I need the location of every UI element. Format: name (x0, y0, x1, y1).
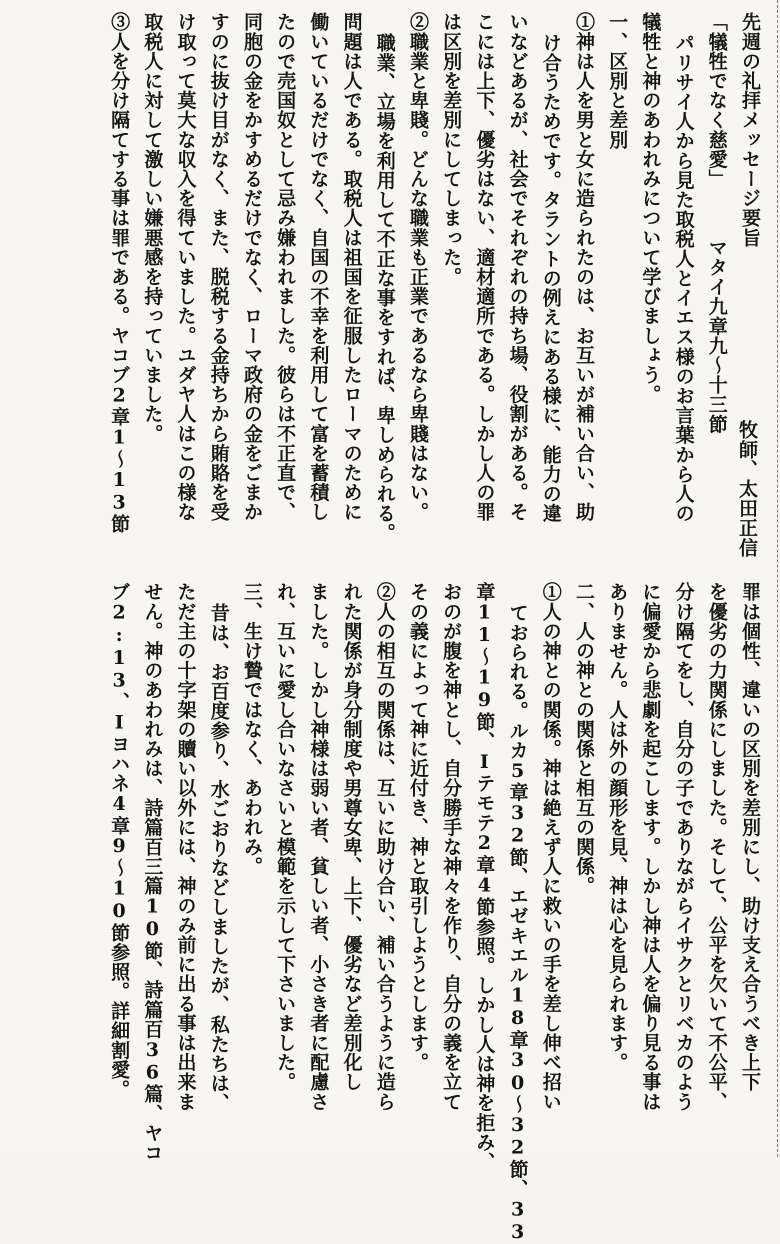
text-column: その義によって神に近付き、神と取引しようとします。 (406, 582, 429, 1072)
text-column: ておられる。ルカ5章32節、エゼキエル18章30～32節、33 (506, 602, 529, 1244)
text-column: パリサイ人から見た取税人とイエス様のお言葉から人の (672, 32, 695, 523)
upper-text-block (6, 12, 766, 572)
text-column: 問題は人である。取税人は祖国を征服したローマのために (340, 12, 363, 522)
text-column: ③人を分け隔てする事は罪である。ヤコブ2章1～13節 (108, 12, 131, 534)
text-column: ①人の神との関係。神は絶えず人に救いの手を差し伸べ招い (539, 582, 562, 1112)
text-column: 同胞の金をかすめるだけでなく、ローマ政府の金をごまか (240, 12, 263, 522)
text-column: 取税人に対して激しい嫌悪感を持っていました。 (141, 12, 164, 444)
text-column: 働いているだけでなく、自国の不幸を利用して富を蓄積し (307, 12, 330, 522)
text-column: 先週の礼拝メッセージ要旨 (739, 12, 761, 248)
text-column: ①神は人を男と女に造られたのは、お互いが補い合い、助 (572, 12, 595, 522)
text-column: ありません。人は外の顔形を見、神は心を見られます。 (606, 582, 629, 1072)
text-column: 昔は、お百度参り、水ごおりなどしましたが、私たちは、 (207, 602, 230, 1113)
text-column: たので売国奴として忌み嫌われました。彼らは不正直で、 (274, 12, 297, 522)
text-column: け取って莫大な収入を得ていました。ユダヤ人はこの様な (174, 12, 197, 522)
text-column: に偏愛から悲劇を起こします。しかし神は人を偏り見る事は (639, 582, 662, 1112)
text-column: 職業、立場を利用して不正な事をすれば、卑しめられる。 (373, 32, 396, 543)
text-column: れた関係が身分制度や男尊女卑、上下、優劣など差別化し (340, 582, 363, 1092)
section-heading: 二、人の神との関係と相互の関係。 (572, 582, 595, 896)
sermon-title-column: 「犠牲でなく慈愛」 マタイ九章九～十三節 (705, 12, 728, 434)
text-column: こには上下、優劣はない、適材適所である。しかし人の罪 (473, 12, 496, 522)
text-column: 犠牲と神のあわれみについて学びましょう。 (639, 12, 662, 404)
section-heading: 三、生け贄ではなく、あわれみ。 (240, 582, 263, 876)
text-column: け合うためです。タラントの例えにある様に、能力の違 (539, 32, 562, 523)
text-column: は区別を差別にしてしまった。 (440, 12, 463, 287)
text-column: ②職業と卑賤。どんな職業も正業であるなら卑賤はない。 (406, 12, 429, 522)
text-column: おのが腹を神とし、自分勝手な神々を作り、自分の義を立て (440, 582, 463, 1112)
margin-rule (776, 0, 778, 1157)
text-column: いなどあるが、社会でそれぞれの持ち場、役割がある。そ (506, 12, 529, 522)
text-column: ました。しかし神様は弱い者、貧しい者、小さき者に配慮さ (307, 582, 330, 1112)
author-line: 牧師、太田正信 (736, 420, 758, 558)
text-column: を優劣の力関係にしました。そして、公平を欠いて不公平、 (705, 582, 728, 1112)
text-column: せん。神のあわれみは、詩篇百三篇10節、詩篇百36篇、ヤコ (141, 582, 164, 1163)
text-column: れ、互いに愛し合いなさいと模範を示して下さいました。 (274, 582, 297, 1092)
text-column: すのに抜け目がなく、また、脱税する金持ちから賄賂を受 (207, 12, 230, 522)
text-column: 罪は個性、違いの区別を差別にし、助け支え合うべき上下 (739, 582, 761, 1092)
lower-text-block (6, 582, 766, 1244)
text-column: 章11～19節、Iテモテ2章4節参照。しかし人は神を拒み、 (473, 582, 496, 1172)
text-column: 分け隔てをし、自分の子でありながらイサクとリベカのよう (672, 582, 695, 1112)
text-column: ブ2:13、Iヨハネ4章9～10節参照。詳細割愛。 (108, 582, 131, 1099)
text-column: ただ主の十字架の贖い以外には、神のみ前に出る事は出来ま (174, 582, 197, 1112)
text-column: ②人の相互の関係は、互いに助け合い、補い合うように造ら (373, 582, 396, 1112)
section-heading: 一、区別と差別 (606, 12, 629, 150)
